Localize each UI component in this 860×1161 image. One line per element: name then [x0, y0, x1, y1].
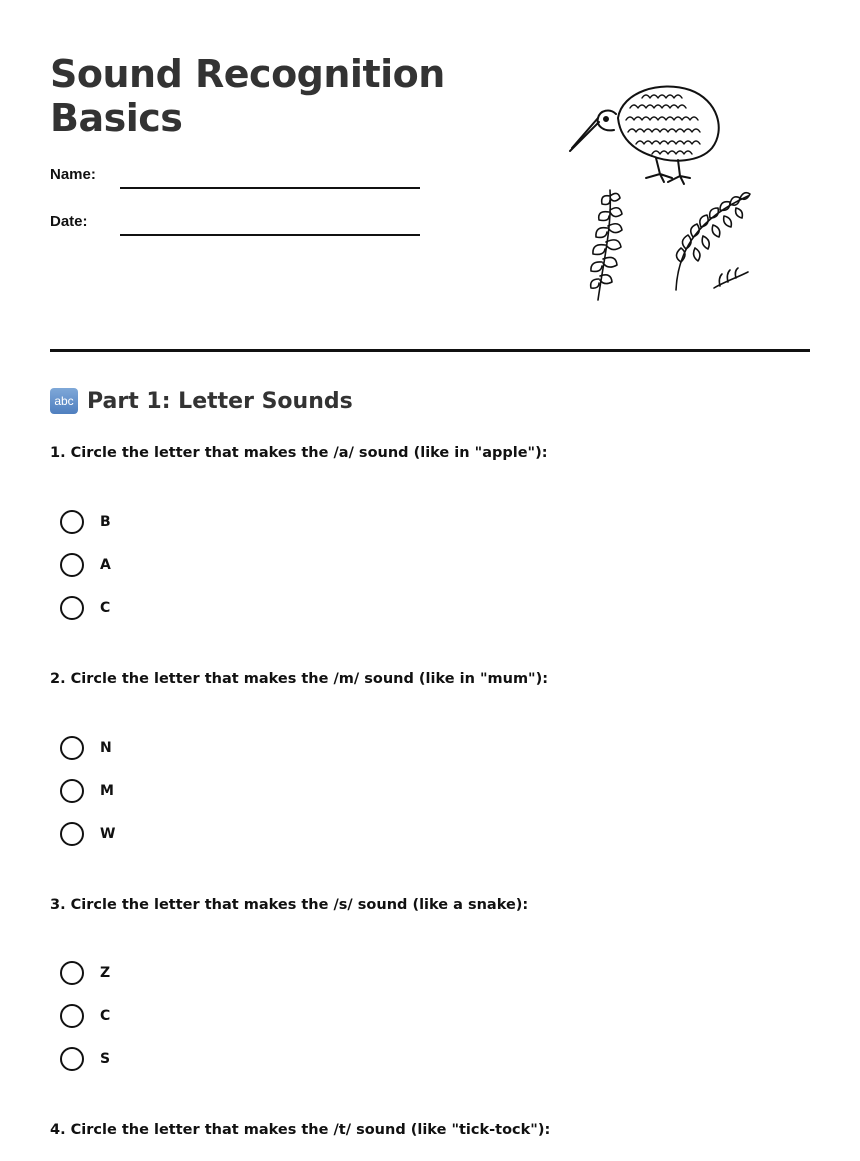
- radio-button[interactable]: [60, 553, 84, 577]
- radio-button[interactable]: [60, 510, 84, 534]
- q3-option-s[interactable]: [60, 1047, 110, 1071]
- option-label: B: [100, 514, 111, 530]
- option-label: W: [100, 826, 116, 842]
- section-divider: [50, 349, 810, 352]
- q3-option-c[interactable]: [60, 1004, 110, 1028]
- option-label: S: [100, 1051, 111, 1067]
- fern-right-icon: [676, 193, 750, 290]
- part1-heading: [50, 388, 353, 414]
- q1-option-c[interactable]: [60, 596, 110, 620]
- q2-option-m[interactable]: [60, 779, 114, 803]
- date-label: Date:: [50, 213, 88, 230]
- name-field[interactable]: [120, 187, 420, 189]
- name-label: Name:: [50, 166, 96, 183]
- q2-option-w[interactable]: [60, 822, 115, 846]
- radio-button[interactable]: [60, 779, 84, 803]
- kiwi-bird-icon: [570, 86, 719, 184]
- question-1: 1. Circle the letter that makes the /a/ sound (like in "apple"):: [50, 445, 548, 461]
- part1-title: Part 1: Letter Sounds: [87, 388, 353, 414]
- question-2: 2. Circle the letter that makes the /m/ sound (like in "mum"):: [50, 671, 549, 687]
- option-label: N: [100, 740, 112, 756]
- radio-button[interactable]: [60, 961, 84, 985]
- radio-button[interactable]: [60, 736, 84, 760]
- fern-left-icon: [591, 190, 622, 300]
- q1-option-a[interactable]: [60, 553, 111, 577]
- kiwi-fern-illustration: [560, 78, 760, 303]
- q1-option-b[interactable]: [60, 510, 111, 534]
- abc-icon: abc: [50, 388, 78, 414]
- radio-button[interactable]: [60, 1047, 84, 1071]
- option-label: A: [100, 557, 111, 573]
- radio-button[interactable]: [60, 596, 84, 620]
- question-3: 3. Circle the letter that makes the /s/ sound (like a snake):: [50, 897, 529, 913]
- q3-option-z[interactable]: [60, 961, 110, 985]
- q2-option-n[interactable]: [60, 736, 112, 760]
- radio-button[interactable]: [60, 822, 84, 846]
- radio-button[interactable]: [60, 1004, 84, 1028]
- page-title: Sound Recognition Basics: [50, 52, 445, 140]
- option-label: C: [100, 1008, 111, 1024]
- option-label: M: [100, 783, 114, 799]
- option-label: C: [100, 600, 111, 616]
- option-label: Z: [100, 965, 111, 981]
- question-4: 4. Circle the letter that makes the /t/ sound (like "tick-tock"):: [50, 1122, 551, 1138]
- date-field[interactable]: [120, 234, 420, 236]
